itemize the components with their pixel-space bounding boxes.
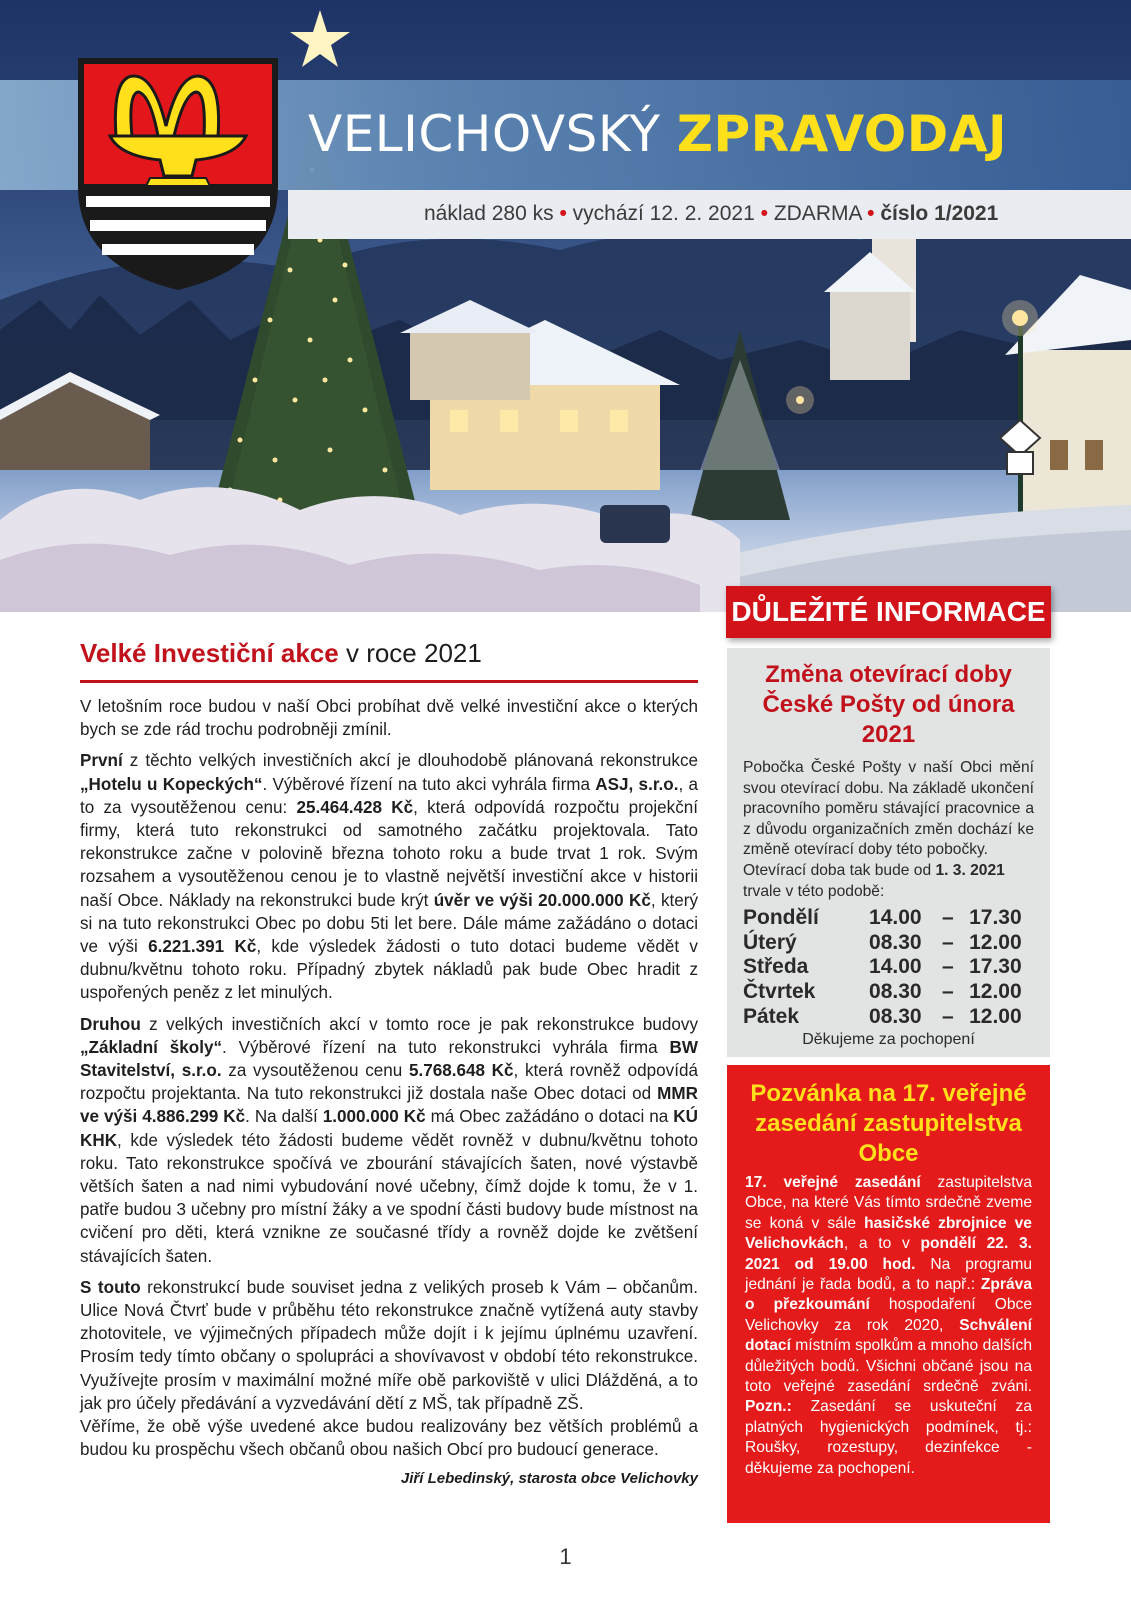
text: z velkých investičních akcí v tomto roce je pak rekonstrukce budovy xyxy=(140,1014,698,1034)
title-bold: ZPRAVODAJ xyxy=(676,105,1008,163)
masthead-title xyxy=(308,105,1007,163)
paragraph-closing: Věříme, že obě výše uvedené akce budou realizovány bez větších problémů a budou ku prospěchu všech občanů obou našich Obcí pro budoucí generace. xyxy=(80,1417,698,1460)
time-from: 08.30 xyxy=(869,1004,922,1028)
bold-text: 1.000.000 Kč xyxy=(322,1107,426,1127)
text: místním spolkům a mnoho dalších důležitých bodů. Všichni občané jsou na toto veřejné zasedání srdečně zváni. xyxy=(745,1337,1032,1396)
bold-text: úvěr ve výši 20.000.000 Kč xyxy=(433,890,651,910)
bold-text: pondělí 22. 3. 2021 od 19.00 hod. xyxy=(745,1235,1032,1273)
bold-text: Zpráva o přezkoumání xyxy=(745,1276,1032,1314)
text: , která odpovídá rozpočtu projekční firmy, která tuto rekonstrukci od samotného začátku projektovala. Tato rekonstrukce začne v polovině března tohoto roku a bude trvat 1 rok. Svým rozsahem a vysoutěženou cenou je to vlastně největší investiční akce v historii naší Obce. Náklady na rekonstrukci bude krýt xyxy=(80,797,698,910)
time-from: 14.00 xyxy=(869,955,922,979)
bold-text: 25.464.428 Kč xyxy=(296,797,414,817)
time-from: 08.30 xyxy=(869,930,922,954)
bold-text: ASJ, s.r.o. xyxy=(595,774,679,794)
bold-text: BW Stavitelství, s.r.o. xyxy=(80,1037,698,1081)
time-from: 08.30 xyxy=(869,979,922,1003)
text: , a to za vysoutěženou cenu: xyxy=(80,774,698,817)
invitation-text xyxy=(745,1173,1032,1479)
text: trvale v této podobě: xyxy=(743,882,885,900)
hours-row xyxy=(743,1005,1034,1030)
invitation-title: Pozvánka na 17. veřejné zasedání zastupitelstva Obce xyxy=(750,1080,1027,1167)
bold-text: S touto xyxy=(80,1277,141,1297)
paragraph-school xyxy=(80,1013,698,1268)
time-from: 14.00 xyxy=(869,906,922,930)
text: má Obec zažádáno o dotaci na xyxy=(425,1107,674,1127)
issue-number: číslo 1/2021 xyxy=(880,202,999,225)
bold-text: „Základní školy“ xyxy=(80,1037,223,1057)
text: , který si na tuto rekonstrukci Obec po dobu 5ti let bere. Dále máme zažádáno o dotaci ve výši xyxy=(80,890,699,957)
valid-date: 1. 3. 2021 xyxy=(935,861,1005,879)
title-light: VELICHOVSKÝ xyxy=(308,105,661,163)
text: . Výběrové řízení na tuto akci vyhrála firma xyxy=(262,774,596,794)
paragraph-hotel xyxy=(80,749,698,1004)
dash: – xyxy=(941,1004,954,1028)
time-to: 17.30 xyxy=(969,955,1022,979)
paragraph-intro: V letošním roce budou v naší Obci probíhat dvě velké investiční akce o kterých bych se zde rád trochu podrobněji zmínil. xyxy=(80,697,698,740)
bold-text: Schválení dotací xyxy=(745,1316,1032,1355)
separator: • xyxy=(867,202,875,225)
bold-text: Pozn.: xyxy=(745,1398,792,1416)
time-to: 12.00 xyxy=(969,979,1022,1003)
bold-text: První xyxy=(80,751,123,771)
separator: • xyxy=(760,202,768,225)
time-to: 17.30 xyxy=(969,906,1022,930)
text: hospodaření Obce Velichovky za rok 2020, xyxy=(745,1296,1032,1334)
time-to: 12.00 xyxy=(969,1004,1022,1028)
hours-row xyxy=(743,955,1034,980)
article-title xyxy=(80,636,698,670)
coat-of-arms-logo xyxy=(76,56,280,292)
day: Pondělí xyxy=(743,906,819,930)
article-signature: Jiří Lebedinský, starosta obce Velichovky xyxy=(400,1469,698,1487)
bold-text: „Hotelu u Kopeckých“ xyxy=(80,774,263,794)
bold-text: Druhou xyxy=(80,1014,141,1034)
dash: – xyxy=(941,979,954,1003)
hours-row xyxy=(743,980,1034,1005)
text: , a to v xyxy=(843,1235,921,1253)
bold-text: 6.221.391 Kč xyxy=(148,937,257,957)
text: rekonstrukcí bude souviset jedna z velikých proseb k Vám – občanům. Ulice Nová Čtvrť bude v průběhu této rekonstrukce značně vytížená auty stavby zhotovitele, ve výjimečných případech může dojít i k jejímu úplnému uzavření. Prosím tedy tímto občany o spolupráci a shovívavost v období této rekonstrukce. Využívejte prosím v maximální možné míře obě parkoviště v ulici Dlážděná, a to jak pro účely předávání a vyzvedávání dětí z MŠ, tak případně ZŠ. xyxy=(80,1277,698,1413)
important-info-header: DŮLEŽITÉ INFORMACE xyxy=(726,586,1051,638)
text: . Na další xyxy=(245,1107,323,1127)
text: , kde výsledek této žádosti budeme vědět rovněž v dubnu/květnu tohoto roku. Tato rekonstrukce spočívá ve zbourání stávajících šaten, nové výstavbě větších šaten a nad nimi vybudování nové učebny, čímž dojde k tomu, že v 1. patře budou 3 učebny pro místní žáky a ve spodní části budovy bude místnost na cvičení pro děti, která vznikne ze současné třídy a rovněž dojde ke zvětšení stávajících šaten. xyxy=(80,1130,698,1266)
text: , kde výsledek žádosti o tuto dotaci budeme vědět v dubnu/květnu tohoto roku. Případný zbytek nákladů pak bude Obec hradit z uspořených peněz z let minulých. xyxy=(80,937,698,1003)
text: zastupitelstva Obce, na které Vás tímto srdečně zveme se koná v sále xyxy=(745,1174,1032,1232)
bold-text: 5.768.648 Kč xyxy=(408,1061,514,1081)
paragraph-request xyxy=(80,1276,698,1415)
post-office-validity xyxy=(743,861,1034,902)
issue-date: vychází 12. 2. 2021 xyxy=(572,202,755,225)
print-run: náklad 280 ks xyxy=(424,202,554,225)
post-office-text: Pobočka České Pošty v naší Obci mění svou otevírací dobu. Na základě ukončení pracovního poměru stávající pracovnice a z důvodu organizačních změn dochází ke změně otevírací doby této pobočky. xyxy=(743,759,1034,859)
bold-text: 17. veřejné zasedání xyxy=(745,1174,921,1191)
post-office-thanks: Děkujeme za pochopení xyxy=(802,1031,975,1049)
post-office-title: Změna otevírací doby České Pošty od února 2021 xyxy=(762,661,1015,748)
meeting-invitation-box xyxy=(727,1065,1050,1523)
dash: – xyxy=(941,930,954,954)
text: , která rovněž odpovídá rozpočtu projektanta. Na tuto rekonstrukci již dostala naše Obec dotaci od xyxy=(80,1061,698,1104)
text: z těchto velkých investičních akcí je dlouhodobě plánovaná rekonstrukce xyxy=(122,751,698,771)
main-article xyxy=(80,636,698,1487)
title-divider xyxy=(80,680,698,683)
bold-text: KÚ KHK xyxy=(80,1107,698,1150)
dash: – xyxy=(941,955,954,979)
day: Středa xyxy=(743,955,809,979)
price: ZDARMA xyxy=(773,202,862,225)
day: Čtvrtek xyxy=(743,979,816,1003)
bold-text: hasičské zbrojnice ve Velichovkách xyxy=(745,1214,1032,1253)
article-title-rest: v roce 2021 xyxy=(345,638,482,668)
dash: – xyxy=(941,906,954,930)
article-title-bold: Velké Investiční akce xyxy=(80,638,339,668)
text: Zasedání se uskuteční za platných hygienických podmínek, tj.: Roušky, rozestupy, dezinfekce - děkujeme za pochopení. xyxy=(745,1398,1032,1477)
bold-text: MMR ve výši 4.886.299 Kč xyxy=(80,1084,698,1127)
opening-hours-table xyxy=(743,906,1034,1029)
issue-info xyxy=(424,202,998,226)
text: . Výběrové řízení na tuto rekonstrukci vyhrála firma xyxy=(222,1037,670,1057)
text: Na programu jednání je řada bodů, a to např.: xyxy=(745,1255,1032,1294)
day: Úterý xyxy=(743,930,797,954)
text: Otevírací doba tak bude od xyxy=(743,861,936,879)
hours-row xyxy=(743,931,1034,956)
hours-row xyxy=(743,906,1034,931)
page-number: 1 xyxy=(559,1544,572,1569)
day: Pátek xyxy=(743,1004,800,1028)
text: za vysoutěženou cenu xyxy=(221,1061,409,1081)
time-to: 12.00 xyxy=(969,930,1022,954)
separator: • xyxy=(559,202,567,225)
post-office-box xyxy=(727,648,1050,1057)
